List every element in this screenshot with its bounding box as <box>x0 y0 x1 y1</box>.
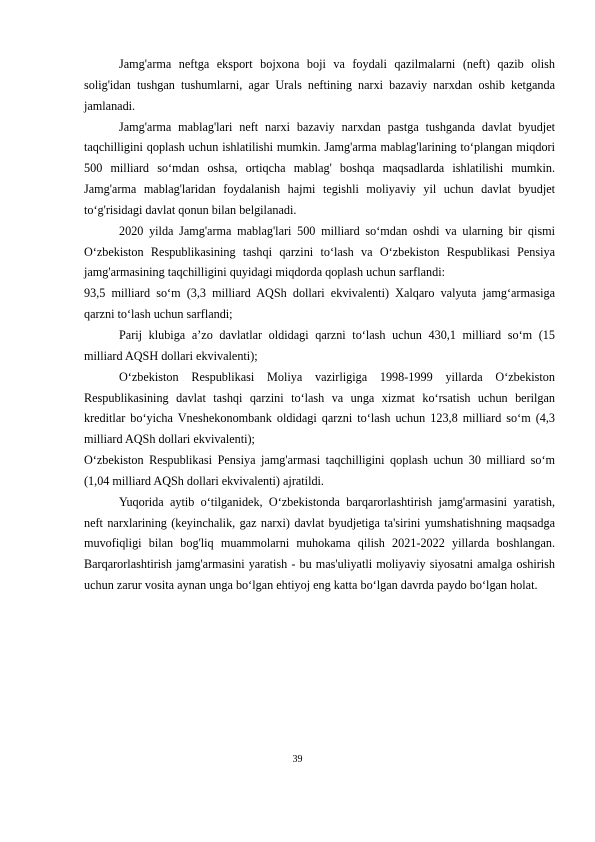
paragraph-2: Jamg'arma mablag'lari neft narxi bazaviy narxdan pastga tushganda davlat byudjet taqchilligini qoplash uchun ishlatilishi mumkin. Jamg'arma mablag'larining to‘plangan miqdori 500 milliard so‘mdan oshsa, ortiqcha mablag' boshqa maqsadlarda ishlatilishi mumkin. Jamg'arma mablag'laridan foydalanish hajmi tegishli moliyaviy yil uchun davlat byudjet to‘g'risidagi davlat qonun bilan belgilanadi. <box>84 119 555 217</box>
page-number: 39 <box>292 754 303 765</box>
body-text <box>84 54 555 596</box>
paragraph-8: Yuqorida aytib o‘tilganidek, O‘zbekistonda barqarorlashtirish jamg'armasini yaratish, neft narxlarining (keyinchalik, gaz narxi) davlat byudjetiga ta'sirini yumshatishning maqsadga muvofiqligi bilan bog'liq muammolarni muhokama qilish 2021-2022 yillarda boshlangan. Barqarorlashtirish jamg'armasini yaratish - bu mas'uliyatli moliyaviy siyosatni amalga oshirish uchun zarur vosita aynan unga bo‘lgan ehtiyoj eng katta bo‘lgan davrda paydo bo‘lgan holat. <box>84 494 555 593</box>
paragraph-1: Jamg'arma neftga eksport bojxona boji va foydali qazilmalarni (neft) qazib olish solig'idan tushgan tushumlarni, agar Urals neftining narxi bazaviy narxdan oshib ketganda jamlanadi. <box>84 57 555 113</box>
paragraph-7: O‘zbekiston Respublikasi Pensiya jamg'armasi taqchilligini qoplash uchun 30 milliard so‘m (1,04 milliard AQSh dollari ekvivalenti) ajratildi. <box>84 453 555 488</box>
paragraph-5: Parij klubiga a’zo davlatlar oldidagi qarzni to‘lash uchun 430,1 milliard so‘m (15 milliard AQSH dollari ekvivalenti); <box>84 327 555 363</box>
paragraph-4: 93,5 milliard so‘m (3,3 milliard AQSh dollari ekvivalenti) Xalqaro valyuta jamg‘armasiga qarzni to‘lash uchun sarflandi; <box>84 286 555 322</box>
paragraph-6: O‘zbekiston Respublikasi Moliya vazirligiga 1998-1999 yillarda O‘zbekiston Respublikasining davlat tashqi qarzini to‘lash va unga xizmat ko‘rsatish uchun berilgan kreditlar bo‘yicha Vneshekonombank oldidagi qarzni to‘lash uchun 123,8 milliard so‘m (4,3 milliard AQSh dollari ekvivalenti); <box>84 369 555 447</box>
paragraph-3: 2020 yilda Jamg'arma mablag'lari 500 milliard so‘mdan oshdi va ularning bir qismi O‘zbekiston Respublikasining tashqi qarzini to‘lash va O‘zbekiston Respublikasi Pensiya jamg'armasining taqchilligini quyidagi miqdorda qoplash uchun sarflandi: <box>84 223 555 280</box>
